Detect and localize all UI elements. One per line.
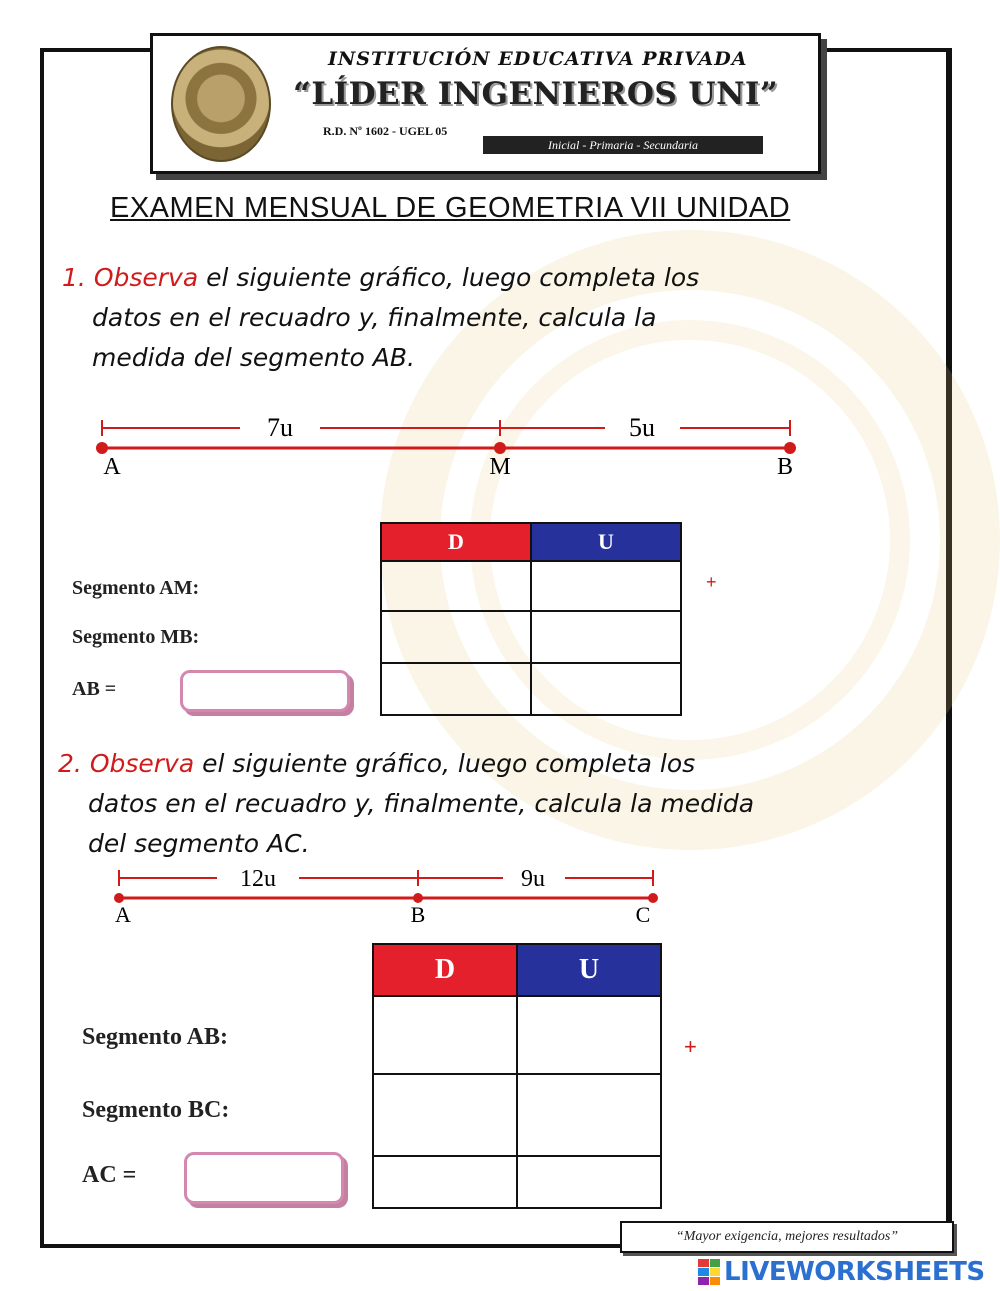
cell-ab-d[interactable] [373,996,517,1074]
liveworksheets-icon [698,1259,720,1285]
row-label-bc: Segmento BC: [82,1097,230,1123]
row-label-am: Segmento AM: [72,577,200,599]
question-2-line3: del segmento AC. [88,829,310,858]
cell-mb-d[interactable] [381,611,531,663]
point-label-c: C [635,902,651,927]
length-label-bc: 9u [521,866,545,892]
result-input-ab[interactable] [180,670,350,712]
column-u: U [531,523,681,561]
column-d: D [381,523,531,561]
cell-ac-d[interactable] [373,1156,517,1208]
institution-levels: Inicial - Primaria - Secundaria [483,136,763,154]
point-label-m: M [489,454,511,480]
plus-sign-1: + [706,572,717,592]
point-label-a: A [115,902,131,927]
question-1-number: 1. [62,263,86,292]
length-label-mb: 5u [629,413,655,442]
point-label-b: B [410,902,426,927]
result-label-ab: AB = [72,678,117,700]
cell-ab-u[interactable] [517,996,661,1074]
cell-am-d[interactable] [381,561,531,611]
question-1-line3: medida del segmento AB. [92,343,415,372]
segment-diagram-1 [90,410,820,480]
school-motto: “Mayor exigencia, mejores resultados” [620,1221,954,1253]
result-input-ac[interactable] [184,1152,344,1204]
cell-bc-d[interactable] [373,1074,517,1156]
cell-bc-u[interactable] [517,1074,661,1156]
school-seal-icon [171,46,271,162]
question-2-text [58,744,948,864]
segment-diagram-2 [105,864,675,930]
cell-am-u[interactable] [531,561,681,611]
question-1-line2: datos en el recuadro y, finalmente, calcula la [92,303,657,332]
answer-table-2 [372,943,662,1209]
length-label-am: 7u [267,413,293,442]
question-1-verb: Observa [93,263,199,292]
institution-type: INSTITUCIÓN EDUCATIVA PRIVADA [328,48,748,70]
length-label-ab: 12u [240,866,276,892]
point-b [784,442,796,454]
answer-table-1 [380,522,682,716]
point-m [494,442,506,454]
point-label-a: A [103,454,121,480]
row-label-ab: Segmento AB: [82,1024,228,1050]
cell-ab-d[interactable] [381,663,531,715]
row-label-mb: Segmento MB: [72,626,200,648]
cell-ac-u[interactable] [517,1156,661,1208]
cell-mb-u[interactable] [531,611,681,663]
point-a [96,442,108,454]
point-label-b: B [776,454,794,480]
question-2-verb: Observa [89,749,195,778]
question-1-text [62,258,882,378]
school-header [150,33,821,174]
column-u: U [517,944,661,996]
liveworksheets-brand: LIVEWORKSHEETS [724,1257,985,1287]
question-2-number: 2. [58,749,82,778]
question-1-line1: el siguiente gráfico, luego completa los [198,263,700,292]
column-d: D [373,944,517,996]
question-2-line2: datos en el recuadro y, finalmente, calcula la medida [88,789,755,818]
exam-title: EXAMEN MENSUAL DE GEOMETRIA VII UNIDAD [110,192,791,224]
plus-sign-2: + [684,1034,697,1059]
institution-name: “LÍDER INGENIEROS UNI” [293,76,779,112]
institution-resolution: R.D. Nº 1602 - UGEL 05 [323,124,448,138]
question-2-line1: el siguiente gráfico, luego completa los [194,749,696,778]
cell-ab-u[interactable] [531,663,681,715]
result-label-ac: AC = [82,1162,137,1188]
liveworksheets-logo[interactable] [698,1257,985,1287]
